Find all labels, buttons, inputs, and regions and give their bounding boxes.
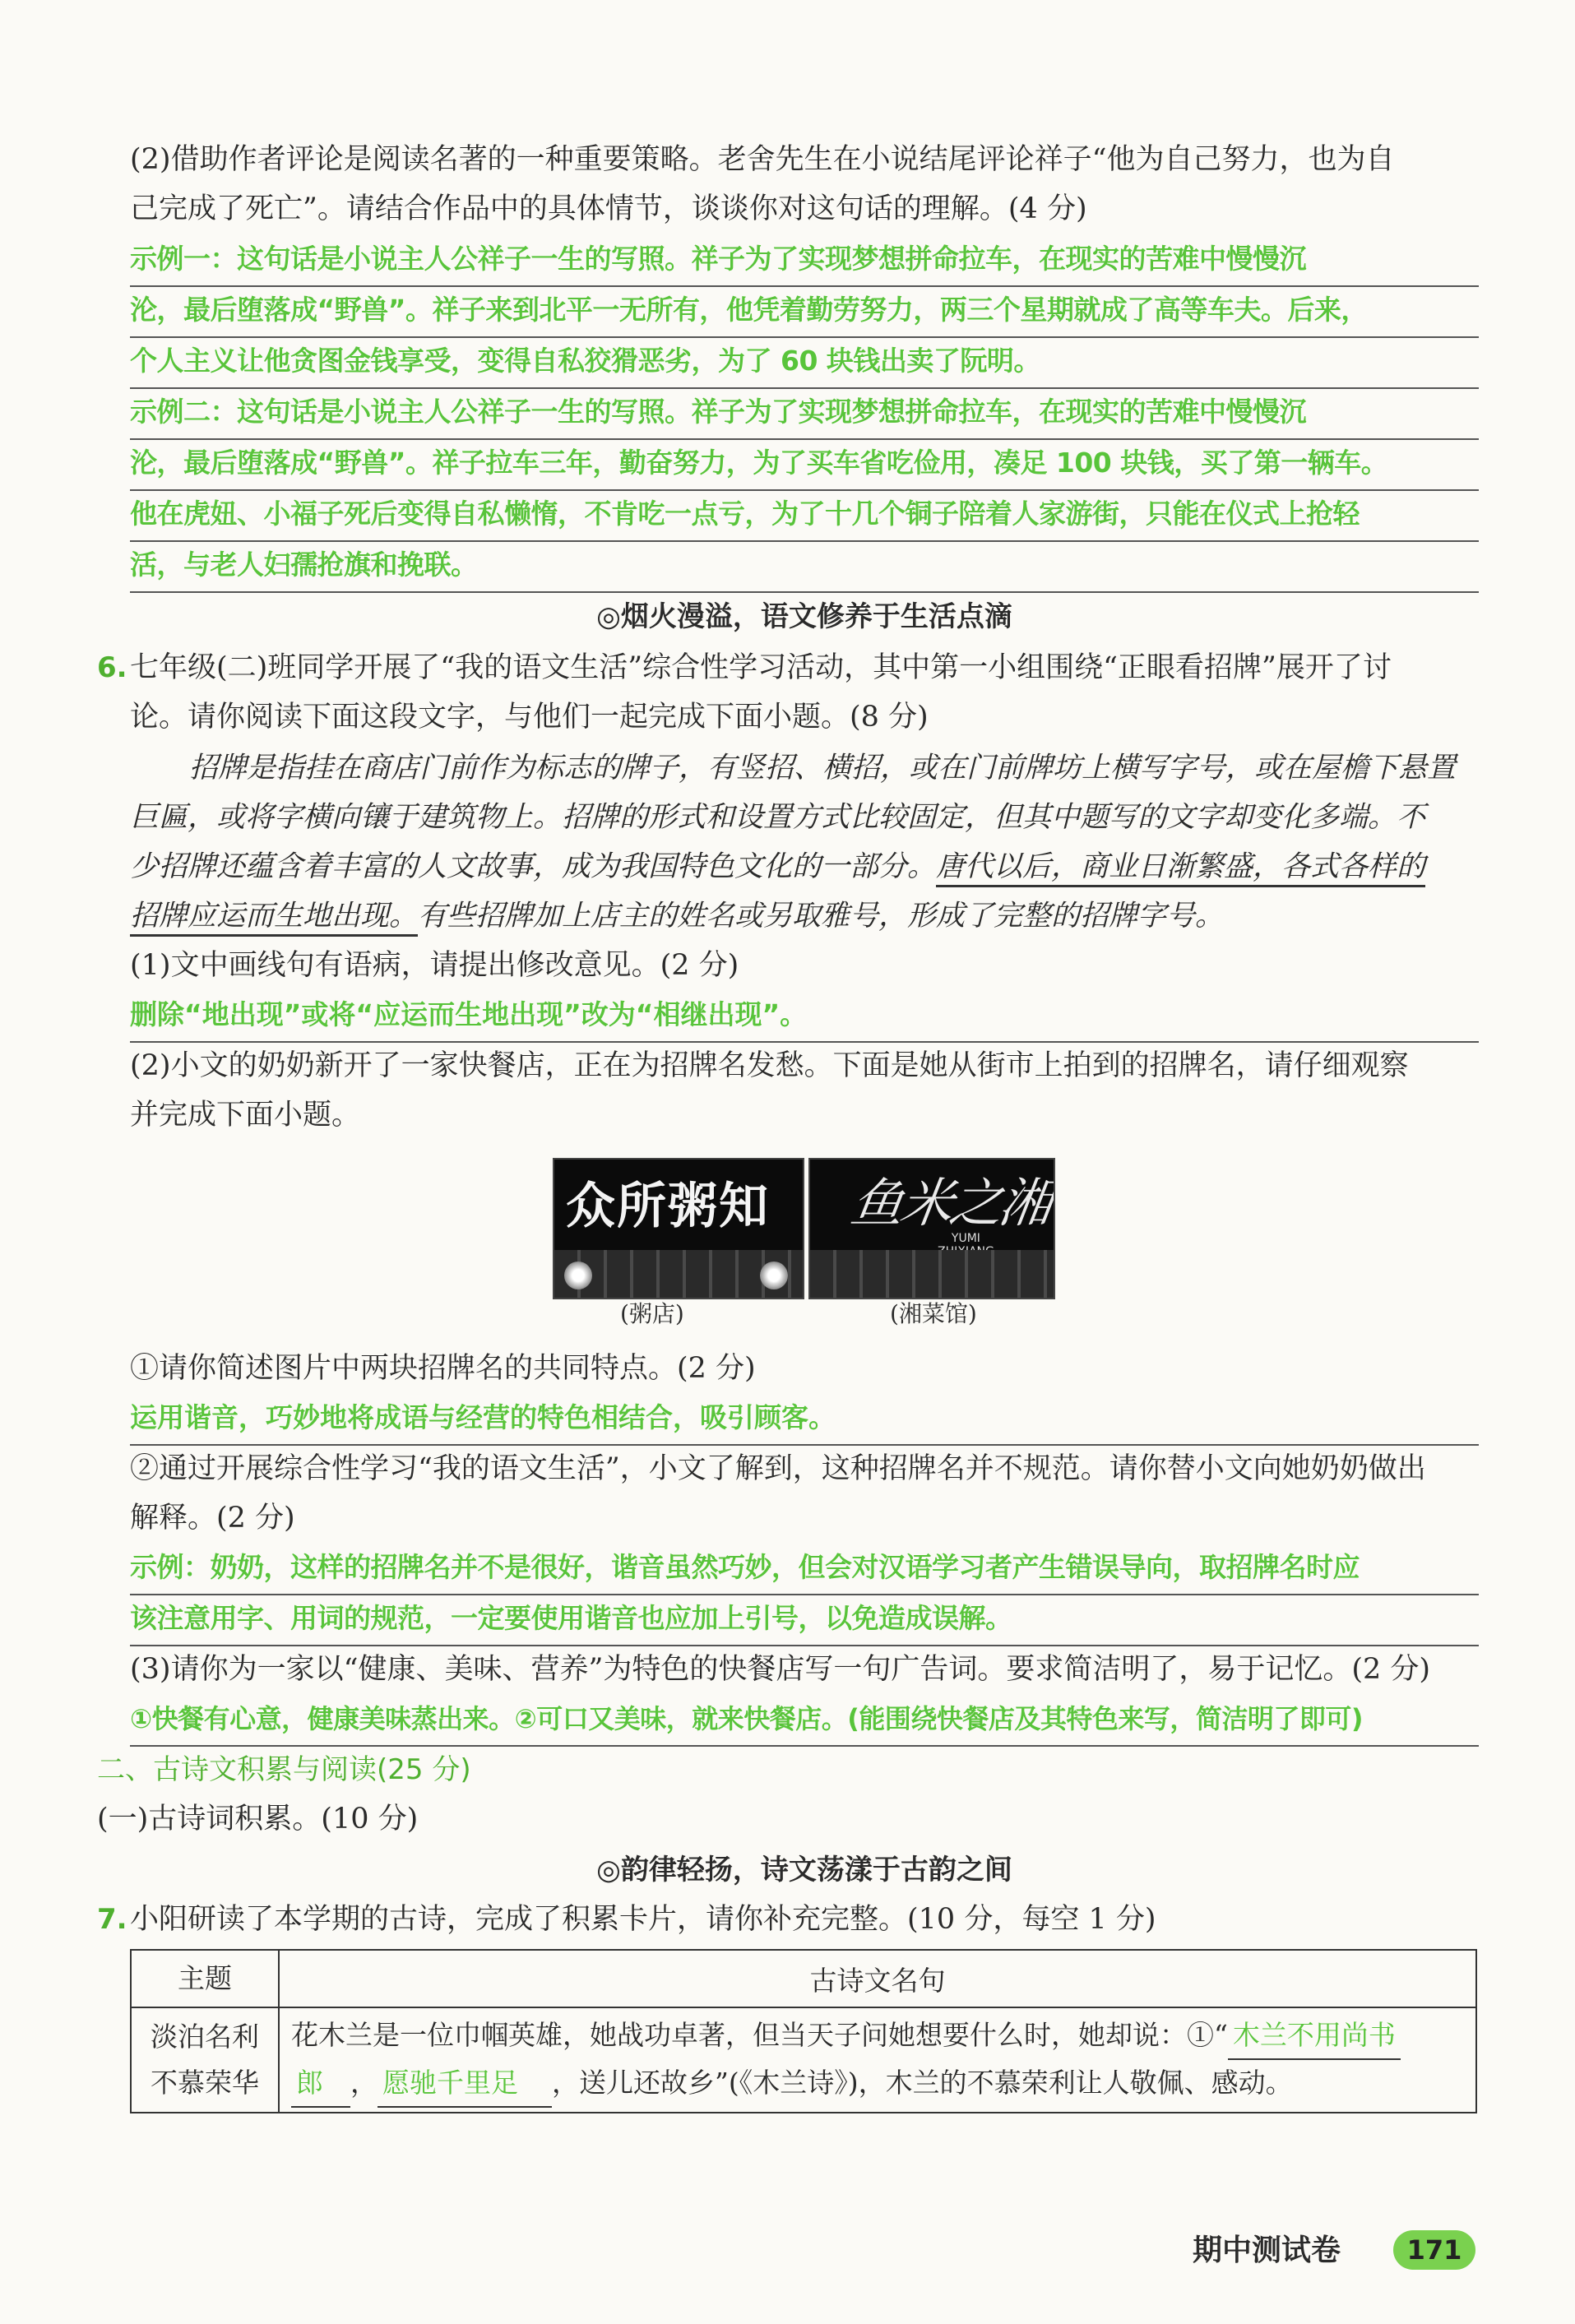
q6-sub2a-answer: 运用谐音，巧妙地将成语与经营的特色相结合，吸引顾客。: [130, 1395, 1479, 1446]
passage-line3-plain: 少招牌还蕴含着丰富的人文故事，成为我国特色文化的一部分。: [130, 850, 937, 883]
sign-base: [810, 1250, 1054, 1298]
sign-calligraphy: 鱼米之湘: [846, 1174, 1054, 1234]
lamp-icon: [760, 1262, 788, 1289]
table-header-theme: 主题: [131, 1950, 279, 2007]
q6-sub1-prompt: (1)文中画线句有语病，请提出修改意见。(2 分): [130, 949, 739, 982]
q6-sub2a-prompt: ①请你简述图片中两块招牌名的共同特点。(2 分): [130, 1352, 756, 1385]
q6-number: 6.: [97, 651, 127, 684]
q6-sub2b-prompt-line1: ②通过开展综合性学习“我的语文生活”，小文了解到，这种招牌名并不规范。请你替小文向她奶奶做出: [130, 1452, 1426, 1485]
section-heading-life: ◎烟火漫溢，语文修养于生活点滴: [596, 600, 1012, 633]
theme-line1: 淡泊名利: [151, 2021, 259, 2053]
theme-line2: 不慕荣华: [151, 2067, 259, 2099]
table-cell-lines: [279, 2007, 1476, 2113]
answer-blank-1a: 木兰不用尚书: [1228, 2012, 1401, 2060]
q7-number: 7.: [97, 1903, 127, 1936]
q5-2-prompt-line1: (2)借助作者评论是阅读名著的一种重要策略。老舍先生在小说结尾评论祥子“他为自己努力，也为自: [130, 143, 1395, 176]
q5-2-answer-line: 示例二：这句话是小说主人公祥子一生的写照。祥子为了实现梦想拼命拉车，在现实的苦难中慢慢沉: [130, 389, 1479, 440]
answer-blank-1b: 郎: [291, 2060, 350, 2108]
table-cell-theme: [131, 2007, 279, 2113]
sign-pinyin-line1: YUMI: [951, 1232, 980, 1245]
passage-line2: 巨匾，或将字横向镶于建筑物上。招牌的形式和设置方式比较固定，但其中题写的文字却变化多端。不: [130, 801, 1426, 834]
q7-prompt: 小阳研读了本学期的古诗，完成了积累卡片，请你补充完整。(10 分，每空 1 分): [130, 1903, 1156, 1936]
row-text-b: ，送儿还故乡”(《木兰诗》)，木兰的不慕荣利让人敬佩、感动。: [552, 2067, 1293, 2099]
q6-sub2b-answer-line: 该注意用字、用词的规范，一定要使用谐音也应加上引号，以免造成误解。: [130, 1595, 1479, 1646]
page-number-badge: 171: [1393, 2230, 1475, 2270]
q5-2-answer-line: 活，与老人妇孺抢旗和挽联。: [130, 542, 1479, 593]
answer-blank-2: 愿驰千里足: [378, 2060, 552, 2108]
q6-prompt-line2: 论。请你阅读下面这段文字，与他们一起完成下面小题。(8 分): [130, 701, 929, 734]
section-2-1-title: (一)古诗词积累。(10 分): [97, 1803, 419, 1836]
passage-underlined-sentence: 唐代以后，商业日渐繁盛，各式各样的: [936, 850, 1425, 887]
q6-sub1-answer: 删除“地出现”或将“应运而生地出现”改为“相继出现”。: [130, 992, 1479, 1043]
q6-sub3-prompt: (3)请你为一家以“健康、美味、营养”为特色的快餐店写一句广告词。要求简洁明了，易于记忆。(2 分): [130, 1653, 1431, 1686]
table-header-lines: 古诗文名句: [279, 1950, 1476, 2007]
footer-title: 期中测试卷: [1193, 2234, 1341, 2267]
row-text-a: 花木兰是一位巾帼英雄，她战功卓著，但当天子问她想要什么时，她却说：①“: [291, 2019, 1228, 2051]
q5-2-answer-line: 个人主义让他贪图金钱享受，变得自私狡猾恶劣，为了 60 块钱出卖了阮明。: [130, 338, 1479, 389]
signboard-hunan-image: [808, 1158, 1055, 1299]
passage-line4: [130, 893, 1479, 939]
passage-line1: 招牌是指挂在商店门前作为标志的牌子，有竖招、横招，或在门前牌坊上横写字号，或在屋檐下悬置: [189, 752, 1457, 785]
lamp-icon: [564, 1262, 592, 1289]
comma: ，: [350, 2067, 378, 2099]
passage-line4-plain: 有些招牌加上店主的姓名或另取雅号，形成了完整的招牌字号。: [418, 900, 1225, 933]
q5-2-answer-line: 沦，最后堕落成“野兽”。祥子来到北平一无所有，他凭着勤劳努力，两三个星期就成了高等车夫。后来，: [130, 287, 1479, 338]
section-heading-poetry: ◎韵律轻扬，诗文荡漾于古韵之间: [596, 1854, 1012, 1887]
signboard-porridge-image: [553, 1158, 804, 1299]
q5-2-answer-line: 他在虎妞、小福子死后变得自私懒惰，不肯吃一点亏，为了十几个铜子陪着人家游街，只能在仪式上抢轻: [130, 491, 1479, 542]
q5-2-answer-line: 沦，最后堕落成“野兽”。祥子拉车三年，勤奋努力，为了买车省吃俭用，凑足 100 块钱，买了第一辆车。: [130, 440, 1479, 491]
image-caption-hunan: (湘菜馆): [890, 1300, 977, 1327]
sign-text: 众所粥知: [566, 1178, 770, 1235]
q5-2-prompt-line2: 己完成了死亡”。请结合作品中的具体情节，谈谈你对这句话的理解。(4 分): [130, 192, 1087, 225]
q6-prompt-line1: 七年级(二)班同学开展了“我的语文生活”综合性学习活动，其中第一小组围绕“正眼看招牌”展开了讨: [130, 651, 1392, 684]
q6-sub2b-prompt-line2: 解释。(2 分): [130, 1502, 295, 1535]
q6-sub2b-answer-line: 示例：奶奶，这样的招牌名并不是很好，谐音虽然巧妙，但会对汉语学习者产生错误导向，取招牌名时应: [130, 1544, 1479, 1595]
q6-sub3-answer: ①快餐有心意，健康美味蒸出来。②可口又美味，就来快餐店。(能围绕快餐店及其特色来写，简洁明了即可): [130, 1696, 1479, 1747]
q5-2-answer-line: 示例一：这句话是小说主人公祥子一生的写照。祥子为了实现梦想拼命拉车，在现实的苦难中慢慢沉: [130, 236, 1479, 287]
q6-sub2-prompt-line2: 并完成下面小题。: [130, 1099, 361, 1132]
section-2-title: 二、古诗文积累与阅读(25 分): [97, 1753, 471, 1786]
image-caption-porridge: (粥店): [620, 1300, 684, 1327]
q6-sub2-prompt-line1: (2)小文的奶奶新开了一家快餐店，正在为招牌名发愁。下面是她从街市上拍到的招牌名，请仔细观察: [130, 1049, 1409, 1082]
poetry-card-table: [130, 1949, 1477, 2113]
passage-underlined-sentence: 招牌应运而生地出现。: [130, 900, 418, 937]
passage-line3: [130, 844, 1479, 890]
